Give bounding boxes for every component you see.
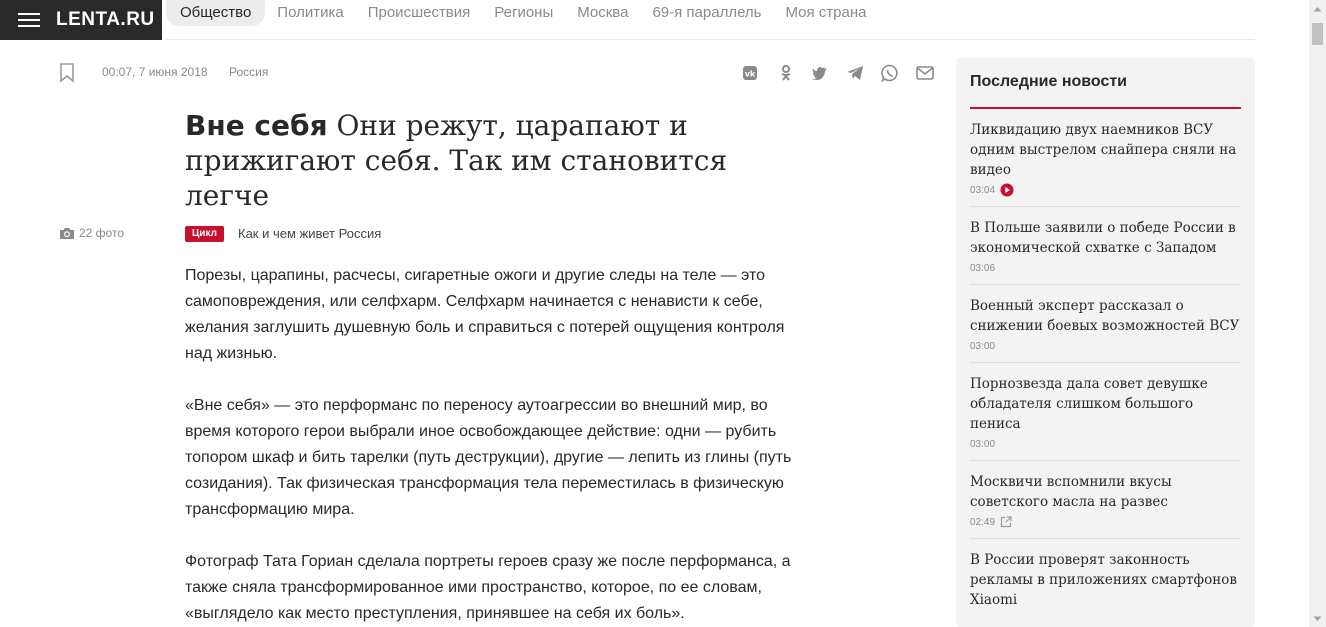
latest-news-sidebar xyxy=(956,58,1255,627)
news-item[interactable] xyxy=(970,207,1241,285)
nav-item-society[interactable]: Общество xyxy=(166,0,265,26)
nav-item-moscow[interactable]: Москва xyxy=(577,4,629,21)
news-time: 03:04 xyxy=(970,184,996,196)
sidebar-title: Последние новости xyxy=(970,73,1128,90)
whatsapp-icon[interactable] xyxy=(880,63,900,83)
photo-count-link[interactable] xyxy=(59,226,124,240)
news-time: 03:00 xyxy=(970,340,996,352)
menu-icon[interactable] xyxy=(18,13,40,27)
article-paragraph: Фотограф Тата Гориан сделала портреты героев сразу же после перформанса, а также сняла трансформированное ими пространство, которое, по ее словам, «выглядело как место преступления, принявшее на себя их боль». xyxy=(185,553,791,622)
article-region-link[interactable]: Россия xyxy=(229,65,269,79)
scroll-down-arrow-icon[interactable] xyxy=(1309,610,1326,627)
news-title: В Польше заявили о победе России в экономической схватке с Западом xyxy=(970,220,1236,256)
site-logo-bar xyxy=(0,0,162,40)
external-link-icon xyxy=(1000,516,1012,528)
nav-item-my-country[interactable]: Моя страна xyxy=(785,4,867,21)
telegram-icon[interactable] xyxy=(845,63,865,83)
news-item[interactable] xyxy=(970,285,1241,363)
photo-count: 22 фото xyxy=(79,226,124,240)
bookmark-icon[interactable] xyxy=(59,63,75,83)
news-title: Ликвидацию двух наемников ВСУ одним выстрелом снайпера сняли на видео xyxy=(970,122,1237,178)
video-play-icon xyxy=(1000,183,1014,197)
page-scrollbar[interactable] xyxy=(1309,0,1326,627)
article-title-bold: Вне себя xyxy=(185,109,328,142)
news-time: 02:49 xyxy=(970,516,996,528)
news-item[interactable] xyxy=(970,539,1241,619)
vk-icon[interactable] xyxy=(740,63,760,83)
twitter-icon[interactable] xyxy=(810,63,830,83)
article-paragraph: «Вне себя» — это перформанс по переносу аутоагрессии во внешний мир, во время которого герои выбрали иное освобождающее действие: одни — рубить топором шкаф и бить тарелки (путь деструкции), другие — лепить из глины (путь созидания). Так физическая трансформация тела переместилась в физическую трансформацию мира. xyxy=(185,397,792,518)
news-title: Москвичи вспомнили вкусы советского масла на развес xyxy=(970,474,1172,510)
header-divider xyxy=(166,39,1255,40)
article-title-rest: Они режут, царапают и прижигают себя. Так им становится легче xyxy=(185,109,728,212)
nav-item-politics[interactable]: Политика xyxy=(277,4,344,21)
site-logo[interactable]: LENTA.RU xyxy=(56,9,155,30)
news-item[interactable] xyxy=(970,363,1241,461)
article-title xyxy=(185,108,785,213)
nav-item-69-parallel[interactable]: 69-я параллель xyxy=(652,4,762,21)
nav-item-regions[interactable]: Регионы xyxy=(494,4,554,21)
news-time: 03:00 xyxy=(970,438,996,450)
news-title: В России проверят законность рекламы в приложениях смартфонов Xiaomi xyxy=(970,552,1237,608)
scroll-up-arrow-icon[interactable] xyxy=(1309,0,1326,17)
nav-item-incidents[interactable]: Происшествия xyxy=(367,4,471,21)
news-time: 03:06 xyxy=(970,262,996,274)
news-item[interactable] xyxy=(970,461,1241,539)
rubric-nav xyxy=(166,0,878,26)
odnoklassniki-icon[interactable] xyxy=(776,63,796,83)
svg-text:vk: vk xyxy=(744,69,756,79)
article-paragraph: Порезы, царапины, расчесы, сигаретные ожоги и другие следы на теле — это самоповреждения, или селфхарм. Селфхарм начинается с ненависти к себе, желания заглушить душевную боль и справиться с потерей ощущения контроля над жизнью. xyxy=(185,267,785,362)
camera-icon xyxy=(59,227,75,240)
mail-icon[interactable] xyxy=(915,63,935,83)
series-link[interactable]: Как и чем живет Россия xyxy=(238,226,382,241)
news-title: Военный эксперт рассказал о снижении боевых возможностей ВСУ xyxy=(970,298,1240,334)
scroll-thumb[interactable] xyxy=(1312,23,1323,45)
series-badge: Цикл xyxy=(185,226,224,242)
news-title: Порнозвезда дала совет девушке обладателя слишком большого пениса xyxy=(970,376,1208,432)
article-date: 00:07, 7 июня 2018 xyxy=(102,65,208,79)
news-item[interactable] xyxy=(970,109,1241,207)
